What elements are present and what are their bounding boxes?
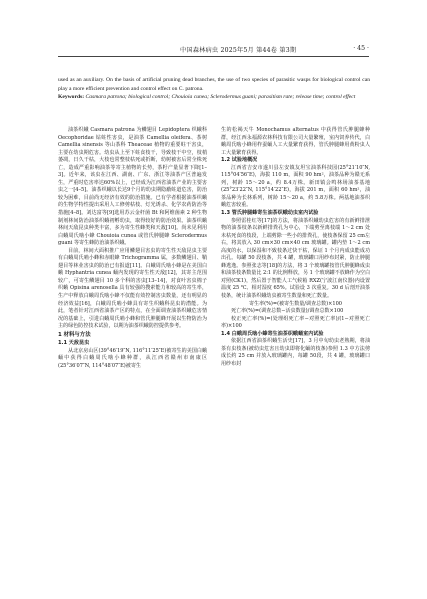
subsection-heading-1-3: 1.3 管氏肿腿蜂寄生油茶织蛾幼虫室内试验 — [221, 210, 319, 217]
equation-corrected-mortality: 校正死亡率(%)=(处理组死亡率−对照死亡率)/(1−对照死亡率)×100 — [221, 315, 370, 330]
paragraph-1-4: 依据江西省油茶织蛾生活史[17]，3 月中旬幼虫老熟期，将油茶有虫枝条(被幼虫危害且幼虫即将化蛹的枝条)参照 1.3 中方法剪成长约 25 cm 并放入玻璃罐内，每罐 50段，共 4 罐，玻璃罐口用纱布封 — [221, 338, 370, 367]
section-heading-1: 1 材料与方法 — [58, 331, 91, 338]
paragraph-1-1: 从北京房山区(39°46′19″N, 116°11′25″E)被寄生的美国白蛾蛹中获得白蛾周氏啮小蜂种群，从江西省赣州市南康区(25°36′07″N, 114°48′07″E)被寄生 — [58, 347, 207, 369]
paragraph-1-2: 江西省吉安市遂川县左安镇友坦宝油茶科技园(25°21′10″N, 115°04′56″E)，海拔 110 m，面积 90 hm²，油茶品种为赣无系列，树龄 15～20 a，约 8.4万株。新田镇会鸣林场油茶基地(25°23′22″N, 115°14′22″E)，海拔 201 m，面积 60 hm²，油茶品种为长林系列，树龄 15～20 a，约 5.8万株。两基地油茶织蛾危害较重。 — [221, 164, 370, 209]
equation-parasitism-rate: 寄生率(%)=(被寄生数量/调查总数)×100 — [248, 300, 343, 307]
subsection-heading-1-1: 1.1 天敌昆虫 — [58, 340, 90, 347]
equation-mortality-rate: 死亡率(%)=(调查总数−活虫数量)/调查总数×100 — [231, 308, 344, 315]
subsection-heading-1-4: 1.4 白蛾周氏啮小蜂寄生油茶织蛾蛹室内试验 — [221, 330, 324, 337]
paragraph-1-3: 参照雷桂红等[17]的方法，将油茶织蛾幼虫危害的有新鲜排泄物的油茶枝条以新鲜排粪孔为中心，下端剪至离枝端 1～2 cm 处未枯死食的枝段，上端剪除一些小的排粪孔，使枝条保留 25 cm左右，将其放入 30 cm×30 cm×40 cm 玻璃罐。罐内垫 1～2 cm 高度的水，以保湿和不致枝条过快干枯，保证 1 个月内成虫能成功出孔。每罐 50 段枝条，共 4 罐，玻璃罐口用纱布封紧，防止肿腿蜂逃逸。参照张志等[18]的方法，将 3 个玻璃罐按管氏肿腿蜂成虫和油茶枝条数量比 2:1 的比例释放，另 1 个玻璃罐不放蜂作为空白对照(CK1)，然后置于智能人工气候箱 RXZ(宁波江南仪器)内设置温度 25 ℃、相对湿度 65%。试验设 3 次重复。30 d 后剖开油茶枝条，统计油茶织蛾幼虫被寄生数量和死亡数量。 — [221, 217, 370, 300]
paragraph-continued: 生的松褐天牛 Monochamus alternatus 中获得管氏肿腿蜂种群，经江西永福源农林科技有限公司大量繁殖，室内饲养传代，白蛾周氏啮小蜂用柞蚕蛹人工大量繁育获得，管氏肿腿蜂用黄粉虫人工大量繁育获得。 — [221, 127, 370, 156]
abstract-block — [58, 76, 370, 102]
page-number: · 45 · — [353, 45, 369, 52]
subsection-heading-1-2: 1.2 试验地概况 — [221, 157, 258, 164]
right-column — [221, 127, 370, 369]
intro-paragraph-1: 油茶织蛾 Casmara patrona 为鳞翅目 Lepidoptera 织蛾科 Oecophoridae 钻蛀性害虫，是油茶 Camellia oleifera、茶树 Camellia sinensis 等山茶科 Theaceae 植物的重要蛀干害虫，主要在幼虫期危害。幼虫从上至下蛀食枝干，导致枝干中空，枝梢萎凋，日久干枯，大枝也常整枝枯死或折断，幼树被害后常全株死亡，造成严重影响油茶等寄主植物的长势，茶籽产量显著下降[1–3]。近年来，该虫在江西、湖南、广东、浙江等油茶产区普遍发生，严重时危害率达60%以上，已经成为江西省油茶产业的主要害虫之一[4–5]。油茶织蛾以长达9个月的幼虫期隐蔽蛀道危害，防治较为困难，目前尚无经济有效的防治措施。已有学者根据油茶织蛾的生物学特性提出采用人工修剪枯枝、灯光诱杀、化学农药防治等措施[4–8]。刘达富等[9]选用苏云金杆菌 Bt 和阿维菌素 2 种生物制剂林间防治油茶织蛾初孵幼虫，取得较好的防治效果。油茶织蛾林间天敌昆虫种类丰富，多为寄生性蜂类和天敌[10]。尚未见利用白蛾周氏啮小蜂 Chouioia cunea 或管氏肿腿蜂 Sclerodermus guani 等寄生蜂防治油茶织蛾。 — [58, 127, 207, 247]
keywords-label: Keywords: — [58, 94, 85, 101]
keywords-text: Casmara patrona; biological control; Chouioia cunea; Sclerodermus guani; parasitism rate; release time; control effect — [85, 94, 356, 101]
left-column — [58, 127, 207, 371]
running-header — [58, 44, 369, 57]
intro-paragraph-2: 目前，林间大面积推广应用鳞翅目害虫的寄生性天敌昆虫主要有白蛾周氏啮小蜂和赤眼蜂 Trichogramma 属，多数鳞翅目、鞘翅目等林业害虫的防治已有报道[11]。白蛾周氏啮小蜂是在美国白蛾 Hyphantria cunea 蛹内发现的寄生性天敌[12]，其寄主范围较广，可寄生鳞翅目 10 多个科的害虫[13–14]，对食叶害虫棉子织蛾 Opisina arenosella 具有较强的搜索能力和较高的寄生率，生产中释放白蛾周氏啮小蜂不仅能有效控制害虫数量，还有明显的经济效益[16]，白蛾周氏啮小蜂具有寄生织蛾科昆虫的潜能。为此，笔者针对江西省油茶产区的特点，在全面调查油茶织蛾危害情况的基础上，引进白蛾周氏啮小蜂和管氏肿腿蜂开展以生物防治为主的绿色防控技术试验，以期为油茶织蛾防控提供参考。 — [58, 247, 207, 330]
abstract-text: used as an auxiliary. On the basis of artificial pruning dead branches, the use of two species of parasitic wasps for biological control can play a more efficient prevention and control effect on C. patrona. — [58, 77, 370, 92]
journal-info: 中国森林病虫 2025年5月 第44卷 第3期 — [180, 47, 297, 54]
